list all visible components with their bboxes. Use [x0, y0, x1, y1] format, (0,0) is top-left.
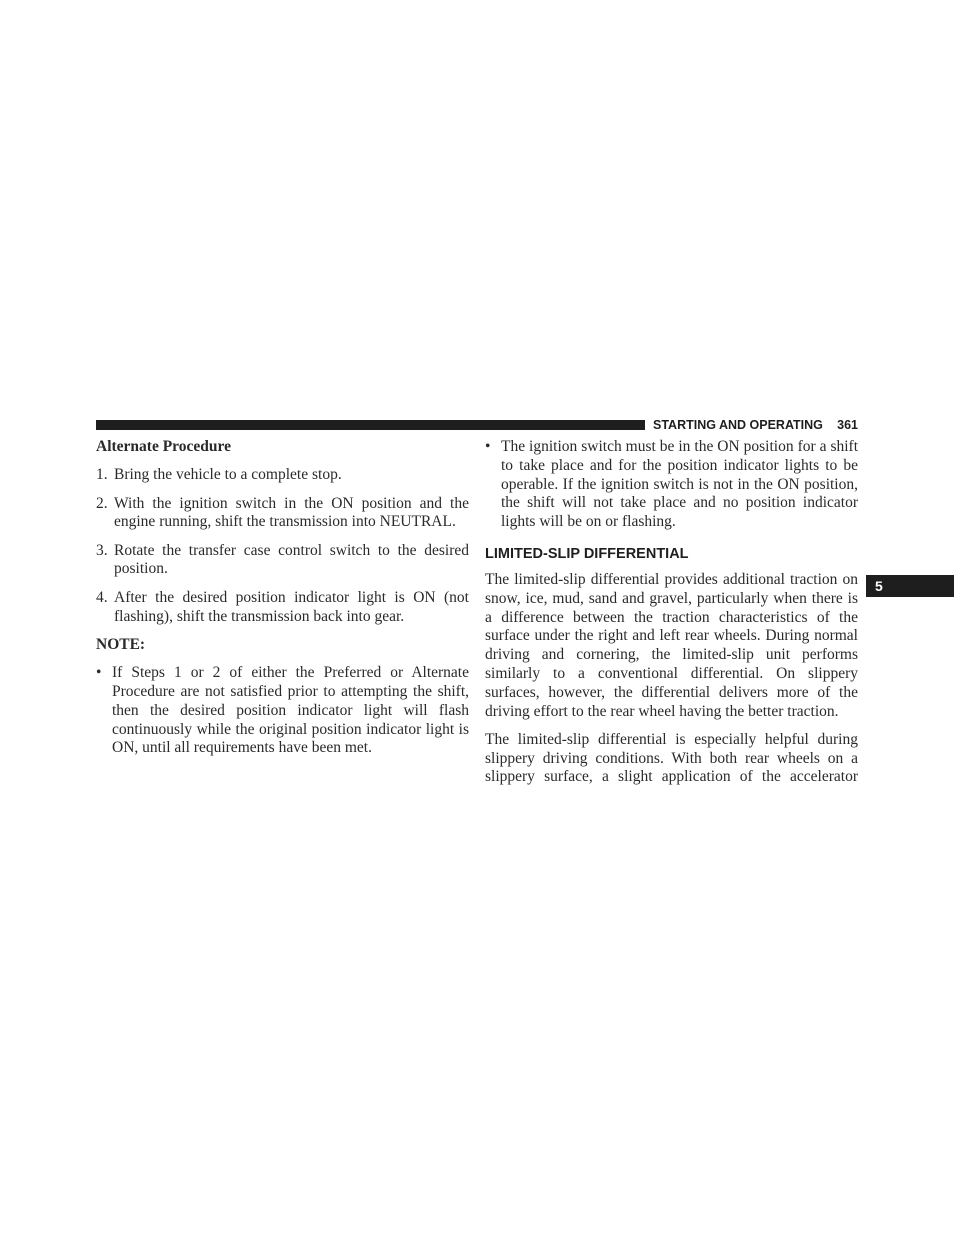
- bullet-item: [485, 438, 858, 532]
- step-item: [96, 542, 469, 580]
- paragraph: The limited-slip differential is especially helpful during slippery driving conditions. With both rear wheels on a slippery surface, a slight application of the accelerator: [485, 730, 858, 786]
- step-number: 3.: [96, 541, 108, 559]
- step-item: [96, 466, 469, 485]
- note-text: If Steps 1 or 2 of either the Preferred or Alternate Procedure are not satisfied prior to attempting the shift, then the desired position indicator light will flash continuously while the original position indicator light is ON, until all requirements have been met.: [112, 664, 469, 757]
- header-section-title: STARTING AND OPERATING: [653, 418, 823, 432]
- step-number: 1.: [96, 466, 108, 484]
- chapter-tab: 5: [866, 575, 954, 597]
- bullet-text: The ignition switch must be in the ON position for a shift to take place and for the position indicator lights to be operable. If the ignition switch is not in the ON position, the shift will not take place and no position indicator lights will be on or flashing.: [501, 438, 858, 531]
- step-text: After the desired position indicator light is ON (not flashing), shift the transmission back into gear.: [114, 588, 469, 625]
- page-number: 361: [837, 418, 858, 432]
- procedure-heading: Alternate Procedure: [96, 438, 232, 455]
- step-text: Bring the vehicle to a complete stop.: [114, 466, 342, 484]
- section-title: LIMITED-SLIP DIFFERENTIAL: [485, 545, 689, 562]
- step-number: 4.: [96, 588, 108, 606]
- paragraph: The limited-slip differential provides additional traction on snow, ice, mud, sand and gravel, particularly when there is a difference between the traction characteristics of the surface under the right and left rear wheels. During normal driving and cornering, the limited-slip unit performs similarly to a conventional differential. On slippery surfaces, however, the differential delivers more of the driving effort to the rear wheel having the better traction.: [485, 570, 858, 720]
- step-text: Rotate the transfer case control switch to the desired position.: [114, 541, 469, 578]
- bullet-icon: •: [485, 438, 491, 455]
- running-header: [653, 417, 858, 433]
- left-column: [96, 438, 469, 758]
- bullet-icon: •: [96, 664, 102, 682]
- step-item: [96, 495, 469, 533]
- step-number: 2.: [96, 494, 108, 512]
- step-text: With the ignition switch in the ON position and the engine running, shift the transmission into NEUTRAL.: [114, 494, 469, 531]
- note-label: NOTE:: [96, 635, 146, 653]
- right-column: [485, 438, 858, 787]
- header-rule: [96, 420, 645, 430]
- note-bullet-item: [96, 664, 469, 758]
- step-item: [96, 589, 469, 627]
